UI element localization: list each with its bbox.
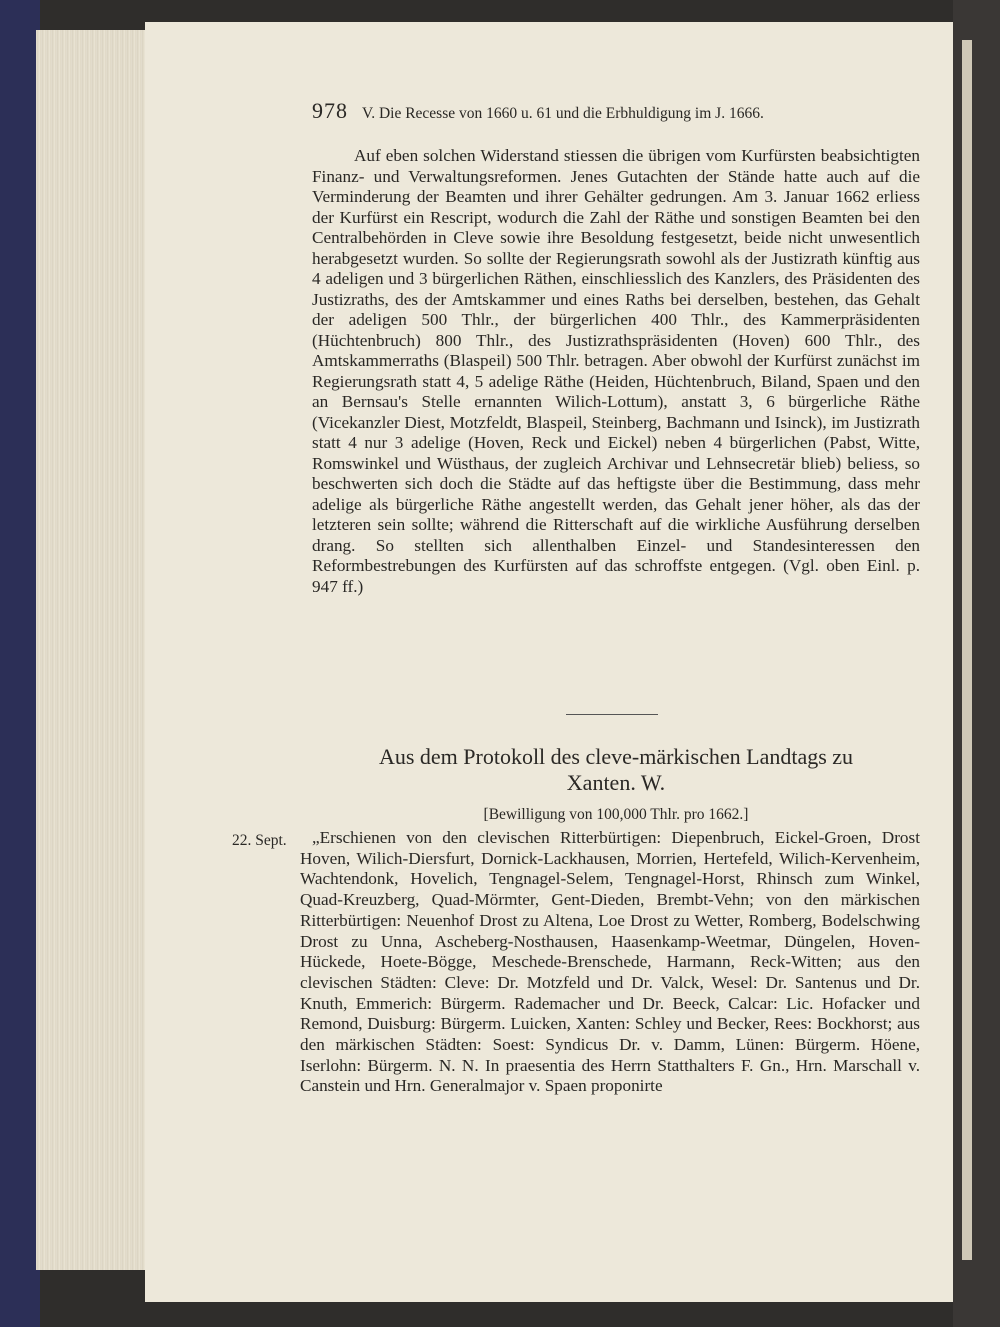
section-divider [566, 714, 658, 715]
page-number: 978 [312, 98, 348, 123]
page-stack-edge [36, 30, 151, 1270]
book-cover-edge [0, 0, 40, 1327]
body-paragraph-2: „Erschienen von den clevischen Ritterbürtigen: Diepenbruch, Eickel-Groen, Drost Hoven, Wilich-Diersfurt, Dornick-Lackhausen, Morrien, Hertefeld, Wilich-Kervenheim, Wachtendonk, Hovelich, Tengnagel-Selem, Tengnagel-Horst, Rhinsch zum Winkel, Quad-Kreuzberg, Quad-Mörmter, Gent-Dieden, Brembt-Vehn; von den märkischen Ritterbürtigen: Neuenhof Drost zu Altena, Loe Drost zu Wetter, Romberg, Bodelschwing Drost zu Unna, Ascheberg-Nosthausen, Haasenkamp-Weetmar, Düngelen, Hoven-Hückede, Hoete-Bögge, Meschede-Brenschede, Harmann, Reck-Witten; aus den clevischen Städten: Cleve: Dr. Motzfeld und Dr. Valck, Wesel: Dr. Santenus und Dr. Knuth, Emmerich: Bürgerm. Rademacher und Dr. Beeck, Calcar: Lic. Hofacker und Remond, Duisburg: Bürgerm. Luicken, Xanten: Schley und Becker, Rees: Bockhorst; aus den märkischen Städten: Soest: Syndicus Dr. v. Damm, Lünen: Bürgerm. Höene, Iserlohn: Bürgerm. N. N. In praesentia des Herrn Statthalters F. Gn., Hrn. Marschall v. Canstein und Hrn. Generalmajor v. Spaen proponirte [300, 828, 920, 1096]
facing-page-strip [962, 40, 972, 1260]
running-head-title: V. Die Recesse von 1660 u. 61 und die Erbhuldigung im J. 1666. [362, 105, 764, 122]
section-title-line-2: Xanten. W. [566, 770, 666, 795]
running-header [312, 98, 912, 124]
section-title-line-1: Aus dem Protokoll des cleve-märkischen Landtags zu [378, 744, 854, 769]
body-paragraph-1: Auf eben solchen Widerstand stiessen die übrigen vom Kurfürsten beabsichtigten Finanz- und Verwaltungsreformen. Jenes Gutachten der Stände hatte auch auf die Verminderung der Beamten und ihrer Gehälter gedrungen. Am 3. Januar 1662 erliess der Kurfürst ein Rescript, wodurch die Zahl der Räthe und sonstigen Beamten bei den Centralbehörden in Cleve sowie ihre Besoldung festgesetzt, beide nicht unwesentlich herabgesetzt wurden. So sollte der Regierungsrath sowohl als der Justizrath künftig aus 4 adeligen und 3 bürgerlichen Räthen, einschliesslich des Kanzlers, des Präsidenten des Justizraths, des der Amtskammer und eines Raths bei derselben, bestehen, das Gehalt der adeligen 500 Thlr., der bürgerlichen 400 Thlr., des Kammerpräsidenten (Hüchtenbruch) 800 Thlr., des Justizrathspräsidenten (Hoven) 600 Thlr., des Amtskammerraths (Blaspeil) 500 Thlr. betragen. Aber obwohl der Kurfürst zunächst im Regierungsrath statt 4, 5 adelige Räthe (Heiden, Hüchtenbruch, Biland, Spaen und den an Bernsau's Stelle ernannten Wilich-Lottum), anstatt 3, 6 bürgerliche Räthe (Vicekanzler Diest, Motzfeldt, Blaspeil, Steinberg, Bachmann und Isinck), im Justizrath statt 4 nur 3 adelige (Hoven, Reck und Eickel) neben 4 bürgerlichen (Pabst, Witte, Romswinkel und Wüsthaus, der zugleich Archivar und Lehnsecretär blieb) beliess, so beschwerten sich doch die Städte auf das heftigste über die Bestimmung, dass mehr adelige als bürgerliche Räthe angestellt werden, das Gehalt jener höher, als das der letzteren sein sollte; während die Ritterschaft auf die wirkliche Ausführung derselben drang. So stellten sich allenthalben Einzel- und Standesinteressen den Reformbestrebungen des Kurfürsten auf das schroffste entgegen. (Vgl. oben Einl. p. 947 ff.) [312, 146, 920, 596]
section-title [312, 744, 920, 796]
facing-page-edge [953, 0, 1000, 1327]
margin-date: 22. Sept. [232, 832, 287, 849]
section-subtitle: [Bewilligung von 100,000 Thlr. pro 1662.] [483, 806, 749, 823]
